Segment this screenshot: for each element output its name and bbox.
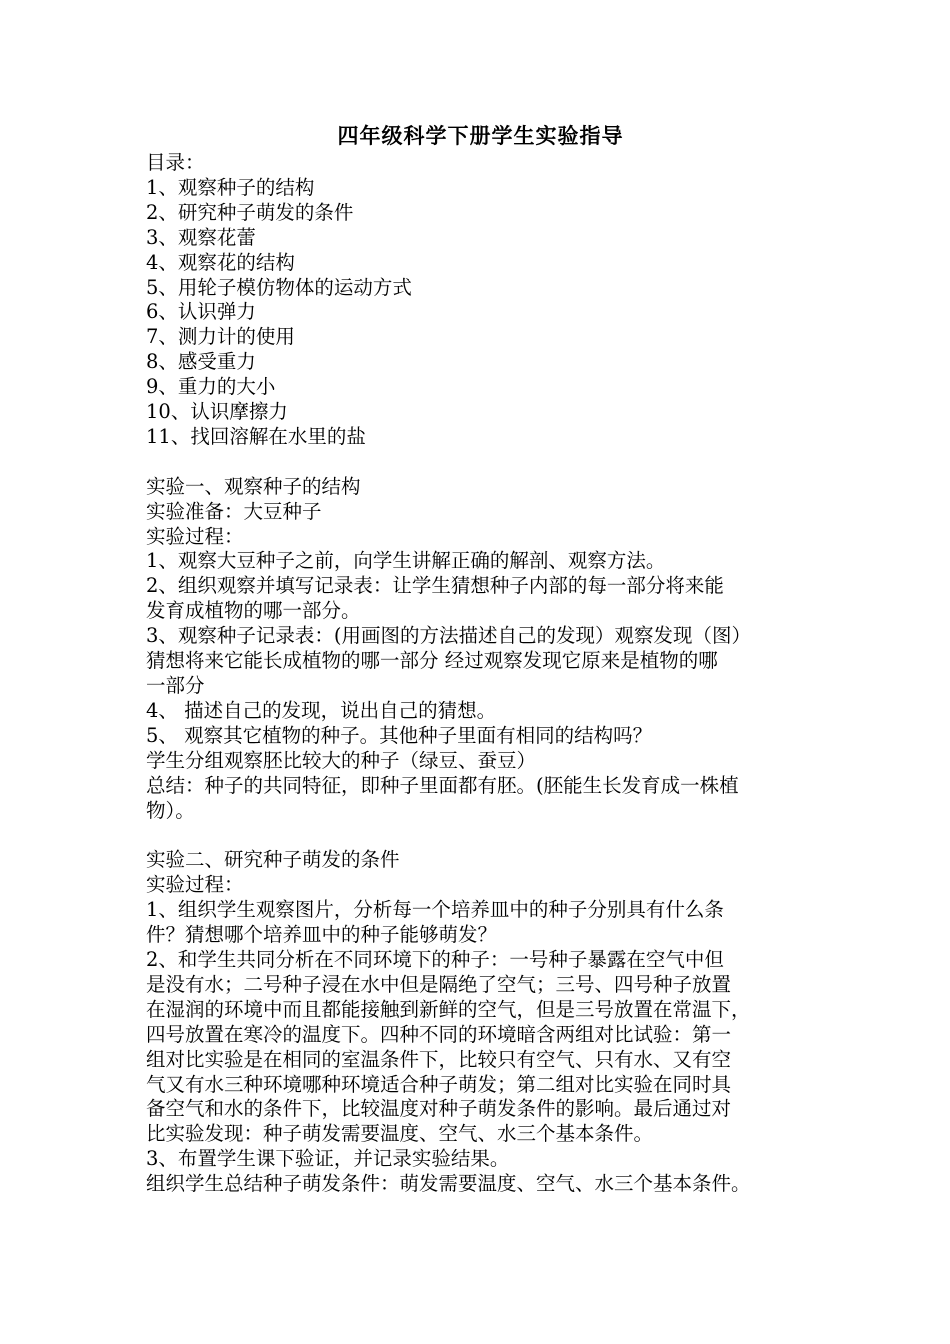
section-heading: 实验二、研究种子萌发的条件 <box>146 848 400 872</box>
spacer <box>146 823 815 848</box>
paragraph: 件？猜想哪个培养皿中的种子能够萌发？ <box>146 923 498 947</box>
paragraph: 气又有水三种环境哪种环境适合种子萌发；第二组对比实验在同时具 <box>146 1072 732 1096</box>
paragraph: 组对比实验是在相同的室温条件下，比较只有空气、只有水、又有空 <box>146 1047 732 1071</box>
paragraph: 3、观察种子记录表：(用画图的方法描述自己的发现）观察发现（图） <box>146 624 752 648</box>
paragraph: 比实验发现：种子萌发需要温度、空气、水三个基本条件。 <box>146 1122 654 1146</box>
paragraph: 物）。 <box>146 798 195 822</box>
paragraph: 一部分 <box>146 674 205 698</box>
paragraph: 是没有水；二号种子浸在水中但是隔绝了空气；三号、四号种子放置 <box>146 972 732 996</box>
paragraph: 1、组织学生观察图片，分析每一个培养皿中的种子分别具有什么条 <box>146 898 724 922</box>
toc-item: 7、测力计的使用 <box>146 325 295 349</box>
paragraph: 在湿润的环境中而且都能接触到新鲜的空气，但是三号放置在常温下， <box>146 997 751 1021</box>
toc-item: 8、感受重力 <box>146 350 256 374</box>
paragraph: 实验过程： <box>146 873 244 897</box>
document-title: 四年级科学下册学生实验指导 <box>337 123 624 148</box>
toc-item: 10、认识摩擦力 <box>146 400 288 424</box>
toc-item: 4、观察花的结构 <box>146 250 295 274</box>
paragraph: 总结：种子的共同特征，即种子里面都有胚。(胚能生长发育成一株植 <box>146 773 739 797</box>
paragraph: 2、组织观察并填写记录表：让学生猜想种子内部的每一部分将来能 <box>146 574 724 598</box>
paragraph: 3、布置学生课下验证，并记录实验结果。 <box>146 1147 510 1171</box>
paragraph: 学生分组观察胚比较大的种子（绿豆、蚕豆） <box>146 748 537 772</box>
paragraph: 实验准备：大豆种子 <box>146 499 322 523</box>
paragraph: 猜想将来它能长成植物的哪一部分 经过观察发现它原来是植物的哪 <box>146 649 718 673</box>
spacer <box>146 450 815 475</box>
paragraph: 5、 观察其它植物的种子。其他种子里面有相同的结构吗？ <box>146 723 653 747</box>
toc-item: 1、观察种子的结构 <box>146 175 315 199</box>
toc-item: 6、认识弹力 <box>146 300 256 324</box>
paragraph: 1、观察大豆种子之前，向学生讲解正确的解剖、观察方法。 <box>146 549 666 573</box>
paragraph: 实验过程： <box>146 524 244 548</box>
section-heading: 实验一、观察种子的结构 <box>146 474 361 498</box>
toc-item: 9、重力的大小 <box>146 375 276 399</box>
toc-item: 2、研究种子萌发的条件 <box>146 200 354 224</box>
toc-item: 5、用轮子模仿物体的运动方式 <box>146 275 412 299</box>
paragraph: 发育成植物的哪一部分。 <box>146 599 361 623</box>
paragraph: 备空气和水的条件下，比较温度对种子萌发条件的影响。最后通过对 <box>146 1097 732 1121</box>
paragraph: 4、 描述自己的发现，说出自己的猜想。 <box>146 698 497 722</box>
toc-item: 11、找回溶解在水里的盐 <box>146 424 366 448</box>
paragraph: 四号放置在寒冷的温度下。四种不同的环境暗含两组对比试验：第一 <box>146 1022 732 1046</box>
toc-label: 目录： <box>146 151 205 174</box>
toc-item: 3、观察花蕾 <box>146 225 256 249</box>
paragraph: 组织学生总结种子萌发条件：萌发需要温度、空气、水三个基本条件。 <box>146 1172 751 1196</box>
paragraph: 2、和学生共同分析在不同环境下的种子：一号种子暴露在空气中但 <box>146 947 724 971</box>
